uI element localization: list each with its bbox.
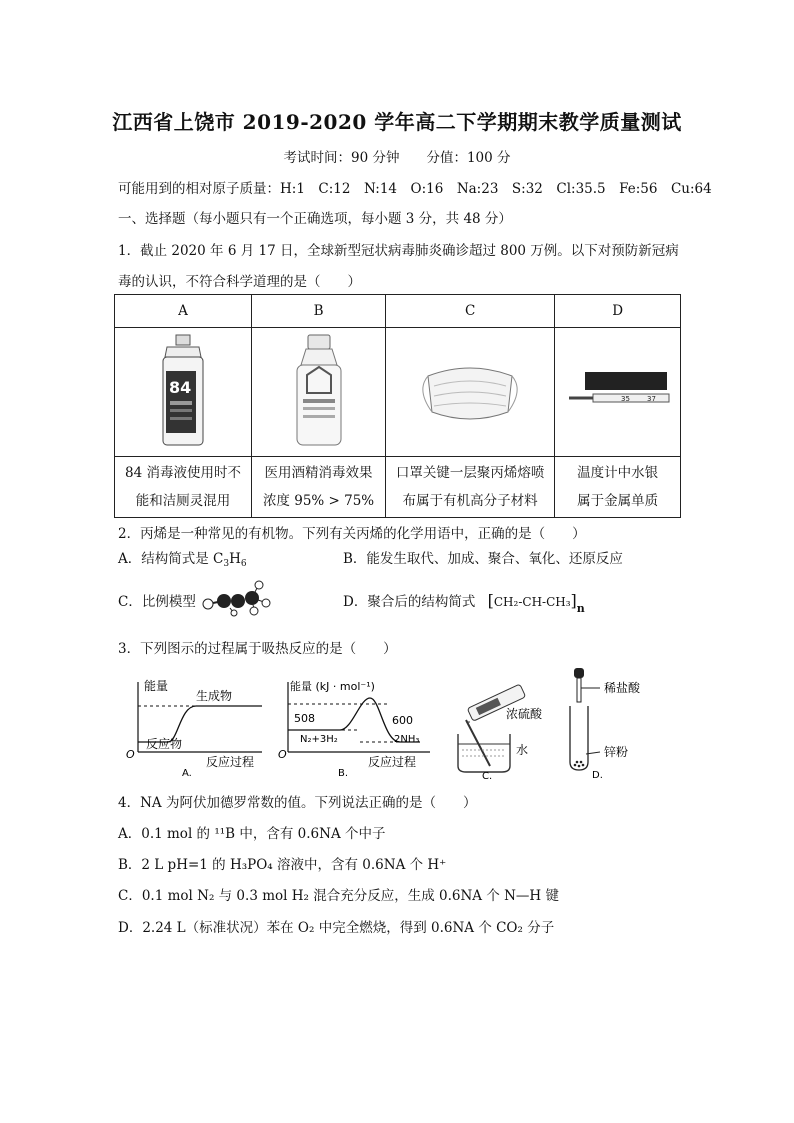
svg-text:生成物: 生成物	[196, 689, 233, 703]
header-c: C	[386, 295, 555, 328]
q3-diagram-c	[448, 680, 558, 780]
svg-text:水: 水	[516, 743, 529, 757]
q1-stem-line1: 1．截止 2020 年 6 月 17 日，全球新型冠状病毒肺炎确诊超过 800 万例。以下对预防新冠病	[118, 243, 679, 259]
header-b: B	[252, 295, 386, 328]
polymer-formula: CH₂-CH-CH₃	[493, 595, 571, 609]
header-a: A	[115, 295, 252, 328]
thermo-scale-35: 35	[620, 395, 630, 403]
svg-text:N₂+3H₂: N₂+3H₂	[300, 734, 338, 745]
q4-stem: 4．NA 为阿伏加德罗常数的值。下列说法正确的是（ ）	[118, 795, 477, 811]
svg-text:反应过程: 反应过程	[206, 755, 255, 769]
svg-text:稀盐酸: 稀盐酸	[604, 681, 641, 695]
svg-text:O: O	[278, 748, 287, 761]
alcohol-bottle-image	[252, 328, 386, 457]
svg-text:反应物: 反应物	[146, 737, 183, 751]
q3-diagram-a	[124, 676, 274, 778]
q2-option-c: C．比例模型	[118, 594, 196, 610]
svg-text:D.: D.	[592, 770, 603, 781]
svg-text:508: 508	[294, 712, 315, 725]
q2-stem: 2．丙烯是一种常见的有机物。下列有关丙烯的化学用语中，正确的是（ ）	[118, 526, 586, 542]
q4-option-a: A．0.1 mol 的 ¹¹B 中，含有 0.6NA 个中子	[118, 826, 386, 842]
svg-text:A.: A.	[182, 768, 192, 779]
q4-option-c: C．0.1 mol N₂ 与 0.3 mol H₂ 混合充分反应，生成 0.6NA 个 N—H 键	[118, 888, 559, 904]
q1-options-table	[114, 294, 681, 518]
svg-text:锌粉: 锌粉	[604, 745, 629, 759]
svg-text:C.: C.	[482, 771, 493, 782]
exam-info: 考试时间：90 分钟 分值：100 分	[283, 150, 511, 166]
svg-text:反应过程: 反应过程	[368, 755, 417, 769]
option-a-text: 84 消毒液使用时不 能和洁厕灵混用	[115, 457, 252, 518]
option-b-text: 医用酒精消毒效果 浓度 95% > 75%	[252, 457, 386, 518]
svg-text:能量 (kJ · mol⁻¹): 能量 (kJ · mol⁻¹)	[290, 680, 375, 693]
q3-diagram-b	[280, 676, 440, 778]
svg-text:2NH₃: 2NH₃	[394, 734, 420, 745]
svg-text:浓硫酸: 浓硫酸	[506, 707, 543, 721]
svg-text:能量: 能量	[144, 679, 169, 693]
thermo-scale-37: 37	[646, 395, 656, 403]
q2-option-d: D．聚合后的结构简式 $[CH_2-CH-CH_3]_n$	[343, 591, 585, 615]
thermometer-image	[555, 328, 681, 457]
page-title: 江西省上饶市 2019-2020 学年高二下学期期末教学质量测试	[112, 110, 682, 134]
option-c-text: 口罩关键一层聚丙烯熔喷 布属于有机高分子材料	[386, 457, 555, 518]
svg-text:B.: B.	[338, 768, 349, 779]
q4-option-b: B．2 L pH=1 的 H₃PO₄ 溶液中，含有 0.6NA 个 H⁺	[118, 857, 447, 873]
bottle-label-text: 84	[169, 378, 192, 397]
q2-option-a: A．结构简式是 $C_3H_6$	[118, 551, 247, 569]
q3-stem: 3．下列图示的过程属于吸热反应的是（ ）	[118, 641, 397, 657]
propene-model-icon	[200, 580, 272, 616]
svg-text:O: O	[126, 748, 135, 761]
q4-option-d: D．2.24 L（标准状况）苯在 O₂ 中完全燃烧，得到 0.6NA 个 CO₂ 分子	[118, 920, 555, 936]
q3-diagram-d	[566, 666, 666, 780]
header-d: D	[555, 295, 681, 328]
q2-option-b: B．能发生取代、加成、聚合、氧化、还原反应	[343, 551, 623, 567]
section-heading: 一、选择题（每小题只有一个正确选项，每小题 3 分，共 48 分）	[118, 211, 512, 227]
q1-stem-line2: 毒的认识，不符合科学道理的是（ ）	[118, 274, 361, 290]
atomic-masses: 可能用到的相对原子质量：H:1 C:12 N:14 O:16 Na:23 S:32 Cl:35.5 Fe:56 Cu:64	[118, 181, 712, 197]
svg-text:600: 600	[392, 714, 413, 727]
face-mask-image	[386, 328, 555, 457]
disinfectant-bottle-image	[115, 328, 252, 457]
option-d-text: 温度计中水银 属于金属单质	[555, 457, 681, 518]
